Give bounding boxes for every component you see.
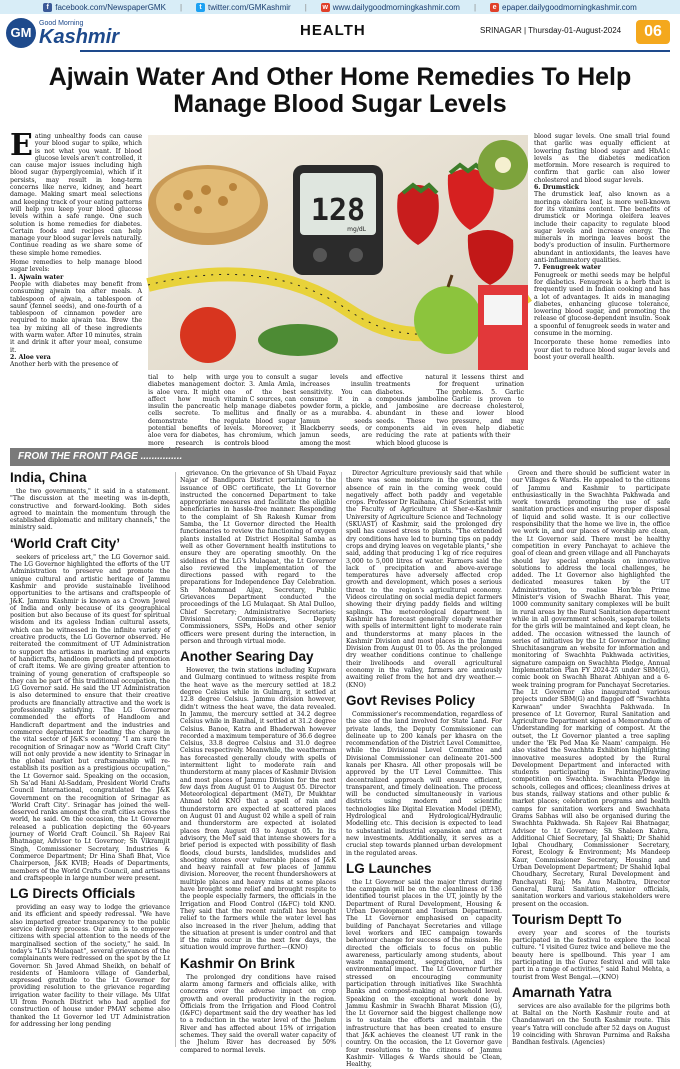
epaper-text: epaper.dailygoodmorningkashmir.com	[502, 2, 637, 12]
article-body-tourism: every year and scores of the tourists participated in the festival to explore the local culture. "I visited Gurez twice and believe me the beauty here is spellbound. This year I am participating in the Gurez festival and will take part in a range of activities," said Rahul Mehta, a tourist from West Bengal.—(KNO)	[512, 929, 670, 981]
logo-mark: GM	[6, 18, 36, 48]
epaper-link[interactable]	[490, 3, 637, 12]
column-divider	[175, 472, 176, 1047]
dateline: SRINAGAR | Thursday-01-August-2024	[480, 26, 622, 35]
page-number: 06	[636, 20, 670, 44]
drop-cap: E	[10, 128, 33, 163]
intro-row-col-3: sugar levels and increases insulin sensitivity. You can consume it in a powder form, a pickle, or as a murabba. 4. Jamun seeds Blackberry seeds, or jamun seeds, are among the most	[300, 374, 372, 447]
article-body-lg: providing an easy way to lodge the grievance and its efficient and speedy redressal. "We have also imparted greater transparency to the public service delivery process. Our aim is to empower citizens with special attention to the needs of the marginalised section of the society," he said. In today's "LG's Mulaqaat", several grievances of the complainants were redressed on the spot by the Lt Governor. Sh Javed Ahmad Sheikh, on behalf of residents of Hamloora village of Ganderbal, expressed gratitude to the Lt Governor for providing resolution to the grievance regarding irrigation water facility to their village. Ms Ulfat Ul from Poonch District who had applied for construction of house under PMAY scheme also thanked the Lt Governor led UT Administration for addressing her long pending	[10, 904, 170, 1028]
article-body-launch-cont: Green and there should be sufficient water in our Villages & Wards. He appealed to the citizens of Jammu and Kashmir to participate enthusiastically in the Swachhta Pakhwada and work towards promoting the use of safe sanitation practices and ensuring proper disposal of liquid and solid waste. It is our collective responsibility that the home we live in, the office we work in, and our places of worship are clean, the Lt Governor said. There must be healthy competition in every Panchayat to achieve the goal of clean and green village and all Panchayats should lay special emphasis on innovative solutions to address the local challenges, he added. The Lt Governor also highlighted the dedicated measures taken by the UT Administration, to realise Hon'ble Prime Minister's vision of Swachh Bharat. This year, 1000 community sanitary complexes will be built in rural areas by the Rural Sanitation department while in all government schools, separate toilets for the girls will be maintained and kept clean, he added. The occasion witnessed the launch of series of initiatives by the Lt Governor including Shuchitasangram an website for information and monitoring of Swachhta Pakhwada activities, signature campaign on Swachhta Pledge, Annual Implementation Plan FY 2024-25 under SBM(G), comic book on Swachh Bharat Abhiyan and a 6-week training program for Panchayat Secretaries. The Lt Governor also inaugurated various projects under SBM(G) and flagged off "Swachhta Karwaan" under Swachhta Pakhwada. In presence of Lt Governor, Rural Sanitation and Agriculture Department signed a Memorandum of Understanding for marking of compost. At the outset, the Lt Governor planted a tree sapling under the 'Ek Ped Maa Ke Naam' campaign. He also visited the Swachhta Exhibition highlighting innovative measures adopted by the Rural Development Department and interacted with students participating in Painting/Drawing competition on Swachhta. Swachhta Pledge in schools, colleges and offices; cleanliness drives at bus stands, railway stations and other public & market places; celebration programs and health camps for sanitation workers and Swachhata Grams Sabhas will also be organised during the Swachhta Pakhwada. Sh Rajeev Rai Bhatnagar, Advisor to Lt Governor; Sh Shaleen Kabra, Additional Chief Secretary, Jal Shakti; Dr Shahid Iqbal Choudhary, Commissioner Secretary, Forest, Ecology & Environment; Ms Mandeep Kaur, Commissioner Secretary, Housing and Urban Development Department; Dr Shahid Iqbal Choudhary, Secretary, Rural Development and Panchayati Raj; Ms Anu Malhotra, Director General, Rural Sanitation, senior officials, sanitation workers and various stakeholders were present on the occasion.	[512, 470, 670, 908]
facebook-text: facebook.com/NewspaperGMK	[55, 2, 166, 12]
logo-big-text: Kashmir	[39, 25, 120, 48]
intro-row-col-4: effective natural treatments for diabetes. The compounds jamboline and jambosine are abundant in these seeds. These two components aid in reducing the rate at which blood glucose is	[376, 374, 448, 447]
article-title-craft: ‘World Craft City’	[10, 535, 121, 551]
social-bar: f facebook.com/NewspaperGMK | t twitter.com/GMKashmir | w www.dailygoodmorningkashmir.com | e epaper.dailygoodmorningkashmir.com	[0, 0, 680, 14]
intro-text: ating unhealthy foods can cause your blood sugar to spike, which is not what you want. If blood glucose levels aren't controlled, it can cause major issues including high blood sugar (hyperglycemia), which if it persists, may result in long-term concerns like nerve, kidney, and heart damage. Making smart meal selections and keeping track of your eating patterns will help you keep your blood glucose levels within a safe range. One such solution is home remedies for diabetes. Certain foods and recipes can help manage your blood sugar levels naturally. Continue reading as we share some of these simple home remedies.	[10, 133, 142, 257]
facebook-icon: f	[43, 3, 52, 12]
twitter-text: twitter.com/GMKashmir	[208, 2, 291, 12]
glucometer-reading: 128	[310, 193, 366, 228]
garlic-text: blood sugar levels. One small trial found that garlic was equally efficient at lowering fasting blood sugar and HbA1c levels as the diabetes medication metformin. More research is required to confirm that garlic can also lower cholesterol and blood sugar levels.	[534, 133, 670, 184]
fenugreek-subhead: 7. Fenugreek water	[534, 264, 601, 272]
article-body-china: the two governments," it said in a statement. "The discussion at the meeting was in-depth, constructive and forward-looking. Both sides agreed to maintain the momentum through the established diplomatic and military channels," the ministry said.	[10, 488, 170, 532]
logo-small-text: Good Morning	[39, 19, 84, 27]
column-1	[10, 466, 170, 1051]
article-body-craft: seekers of priceless art," the LG Governor said. The LG Governor highlighted the efforts of the UT Administration to preserve and promote the unique cultural and artistic heritage of Jammu Kashmir and provide sustainable livelihood opportunities to the artisans and craftspeople of J&K. Jammu Kashmir is known as a Crown Jewel of India and only because of its geographical position but also because of its quest for spiritual wisdom and its ageless Indian cultural assets, which can be witnessed in the infinite variety of creative products, the LG Governor observed. He reiterated the commitment of UT Administration to support the artisans in marketing and exports of handicrafts, handloom products and promotion of craft items. We are giving greater attention to training of young generation of craftspeople so they can be part of this traditional occupation, the LG Governor said. He said the UT Administration is also determined to ensure that their creative products are financially attractive and the work is professionally satisfying. The LG Governor commended the efforts of Handloom and Handicraft department and the industries and commerce department for leading the charge in the vital sector of J&K's economy. "I am sure the recognition of Srinagar now as "World Craft City" will not only provide a new identity to Srinagar in the global market but craftsmanship will re-establish its position as a prestigious occupation," the Lt Governor said. Speaking on the occasion, Sh Sa'ad Hani Al-Saddam, President World Crafts Council International, congratulated the J&K Government on the recognition of Srinagar as 'World Craft City'. Srinagar has joined the well-deserved ranks amongst the craft cities across the world, he said. On the occasion, the Lt Governor released a publication depicting the 60-years journey of World Craft Council. Sh Rajeev Rai Bhatnagar, Advisor to Lt Governor; Sh Vikramjit Singh, Commissioner Secretary, Industries & Commerce Department; Dr Hina Shafi Bhat, Vice Chairperson, J&K KVIB; Heads of Departments, members of the World Crafts Council, and artisans and craftspeople in large number were present.	[10, 553, 170, 882]
aloe-text: Another herb with the presence of	[10, 361, 119, 369]
ajwain-subhead: 1. Ajwain water	[10, 273, 64, 281]
hero-photo	[148, 135, 528, 370]
column-2	[180, 470, 336, 1054]
aloe-subhead: 2. Aloe vera	[10, 353, 51, 361]
column-3	[346, 470, 502, 1069]
masthead	[0, 14, 680, 58]
intro-column-right	[534, 133, 670, 443]
article-body-lg-cont: grievance. On the grievance of Sh Ubaid Fayaz Najar of Bandipora District pertaining to the issuance of OBC certificate, the Lt Governor instructed the concerned Department to take appropriate measures and facilitate the eligible beneficiaries in hassle-free manner. Responding to the complaint of Sh Rakesh Kumar from Samba, the Lt Governor directed the Health functionaries to review the functioning of oxygen plants installed at District Hospital Samba as well as other Government health institutions to ensure they are operating smoothly. On the sidelines of the LG's Mulaqaat, the Lt Governor also reviewed the implementation of the directions passed with regard to the preparations for Independence Day Celebration. Sh Mohammad Aijaz, Secretary, Public Grievances Department conducted the proceedings of the LG Mulaqaat. Sh Atal Dulloo, Chief Secretary; Administrative Secretaries; Divisional Commissioners, Deputy Commissioners, SSPs, HoDs and other senior officers were present during the interaction, in person and through virtual mode.	[180, 470, 336, 645]
article-body-govt: Commissioner's recommendation, regardless of the size of the land involved for State Land. For private lands, the Deputy Commissioner can delineate up to 200 kanals per khasra on the recommendation of the District Level Committee, while the Divisional Level Committee and Divisional Commissioner can delineate 201-500 kanals per Khasra. All other proposals will be approved by the UT Level Committee. This decentralized approach will ensure efficient, transparent, and timely delineation. The process will be conducted simultaneously in various districts using modern and scientific technologies like Digital Elevation Model (DEM), Hydrological and Hydrological/Hydraulic Modelling etc. This decision is expected to lead to substantial industrial expansion and attract new investments. Additionally, it serves as a crucial step towards planned urban development in the regulated areas.	[346, 710, 502, 857]
intro-subhead: Home remedies to help manage blood sugar levels:	[10, 259, 142, 274]
article-title-lg: LG Directs Officials	[10, 886, 136, 902]
intro-column-1	[10, 128, 142, 433]
article-body-sear: However, the twin stations including Kupwara and Gulmarg continued to witness respite from the heat wave as the mercury settled at 18.2 degree Celsius while in Gulmarg, it settled at 12.8 degree Celsius. Jammu division however, didn't witness the heat wave, the data revealed. In Jammu, the mercury settled at 34.2 degree Celsius while in Banihal, it settled at 31.2 degree Celsius. Banoe, Katra and Bhaderwah however recorded a maximum temperature of 36.6 degree Celsius, 33.8 degree Celsius and 31.0 degree Celsius respectively. Meanwhile, the weatherman has forecasted generally cloudy with spells of intermittent light to moderate rain and thunderstorm at many places of Kashmir Division and most places of Jammu Division for the next few days from August 01 to August 05. Director Meteorological department (MeT), Dr Mukhtar Ahmad told KNO that a spell of rain and thunderstorm are expected at scattered places on August 01 and August 02 while a spell of rain and thunderstorm are expected at isolated places from August 03 to August 05. In its advisory, the MeT said that intense showers for a brief period is expected with possibility of flash floods, cloud bursts, landslides, mudslides and shooting stones over vulnerable places of J&K and heavy rainfall at few places of Jammu division. Moreover, the recent thundershowers at multiple places and heavy rains at some places have brought some relief and brought respite to the people especially farmers, the officials in the Irrigation and Flood Control (I&FC) told KNO. They said that the recent rainfall has brought relief to the farmers while the water level has also increased in the river Jhelum, adding that the situation at present is under control and that if the rains occur in the next few days, the situation would improve further.—(KNO)	[180, 667, 336, 952]
twitter-link[interactable]	[196, 3, 291, 12]
facebook-link[interactable]	[43, 3, 166, 12]
article-title-sear: Another Searing Day	[180, 649, 314, 665]
intro-row-col-2: urge you to consult a doctor. 3. Amla Amla, one of the best vitamin C sources, can help manage diabetes mellitus and finally regulate blood sugar levels. Moreover, it has chromium, which controls blood	[224, 374, 296, 447]
section-title: HEALTH	[300, 22, 366, 39]
front-page-banner: FROM THE FRONT PAGE ...............	[10, 448, 670, 466]
twitter-icon: t	[196, 3, 205, 12]
column-divider	[341, 472, 342, 1047]
website-text: www.dailygoodmorningkashmir.com	[332, 2, 460, 12]
article-title-govt: Govt Revises Policy	[346, 692, 476, 708]
article-title-brink: Kashmir On Brink	[180, 955, 295, 971]
article-title-tourism: Tourism Deptt To	[512, 911, 622, 927]
intro-row-col-5: it lessens thirst and frequent urination problems. 5. Garlic Garlic is proven to decrease cholesterol, and lower blood pressure, and may even help diabetic patients with their	[452, 374, 524, 440]
masthead-rule	[80, 50, 670, 52]
intro-row-col-1: tial to help with diabetes management is aloe vera. It might affect how much insulin the pancreatic cells secrete. To demonstrate the potential benefits of aloe vera for diabetes, more research is	[148, 374, 220, 447]
globe-icon: w	[322, 3, 328, 11]
article-title-launch: LG Launches	[346, 860, 432, 876]
column-divider	[507, 472, 508, 1047]
article-title-china: India, China	[10, 470, 87, 485]
article-body-brink: The prolonged dry conditions have raised alarm among farmers and officials alike, with concerns over the adverse impact on crop growth and overall productivity in the region. Officials from the Irrigation and Flood Control (I&FC) department said the dry weather has led to a reduction in the water level of the Jhelum River and has affected about 15% of irrigation schemes. They said the overall water capacity of the Jhelum River has decreased by 50% compared to normal levels.	[180, 973, 336, 1054]
drumstick-text: The drumstick leaf, also known as a moringa oleifera leaf, is more well-known for its vitamins content. The benefits of drumstick or Moringa oleifera leaves include their capacity to regulate blood sugar levels and increase energy. The minerals in moringa leaves boost the body's production of insulin. Furthermore abundant in antioxidants, the leaves have anti-inflammatory qualities.	[534, 191, 670, 265]
article-body-brink-cont: Director Agriculture previously said that while there was some moisture in the ground, the absence of rain in the coming week could negatively affect both paddy and vegetable crops. Professor Dr Raihana, Chief Scientist with the Faculty of Agriculture at Sher-e-Kashmir University of Agriculture Science and Technology (SKUAST) of Kashmir, said the prolonged dry spell has caused stress to plants. "The extended dry conditions have led to burning tips on paddy crops and drying leaves on vegetable plants," she said, adding that producing 1 kg of rice requires 3,000 to 5,000 litres of water. Farmers said the lack of precipitation and above-average temperatures have adversely affected crop growth and development, which poses a serious threat to the region's agricultural economy. Videos circulating on social media depict farmers showing their drying paddy fields and wilting saplings. The meteorological department in Kashmir has forecast generally cloudy weather with spells of intermittent light to moderate rain and thunderstorms at many places in the Kashmir Division and most places in the Jammu Division from August 01 to 05. As the prolonged dry weather conditions continue to challenge their livelihoods and overall agricultural economy in the valley, farmers are anxiously awaiting relief from the hot and dry weather.—(KNO)	[346, 470, 502, 689]
fenugreek-text: Fenugreek or methi seeds may be helpful for diabetics. Fenugreek is a herb that is frequently used in Indian cooking and has a lot of advantages. It aids in managing diabetes, enhancing glucose tolerance, lowering blood sugar, and promoting the release of glucose-dependent insulin. Soak a spoonful of fenugreek seeds in water and consume in the morning.	[534, 271, 670, 338]
drumstick-subhead: 6. Drumstick	[534, 184, 580, 192]
column-4	[512, 470, 670, 1050]
epaper-icon: e	[490, 3, 499, 12]
article-body-yatra: services are also available for the pilgrims both at Baltal on the North Kashmir route and at Chandanwari on the South Kashmir route. This year's Yatra will conclude after 52 days on August 19 coinciding with Shravan Purnima and Raksha Bandhan festivals. (Agencies)	[512, 1002, 670, 1047]
article-body-launch: the Lt Governor said the major thrust during the campaign will be on the cleanliness of 136 identified tourist places in the UT, jointly by the Department of Rural Development, Housing & Urban Development and Tourism Department. The Lt Governor emphasised on capacity building of Panchayat Secretaries and village level workers and IEC campaign towards behaviour change for success of the mission. He directed the officials to focus on public awareness, particularly among students, about waste management, segregation, and its environmental impact. The Lt Governor further stressed on encouraging community participation through initiatives like Swachhta Banks and compost-making at household level. Speaking on the exceptional work done by Jammu Kashmir in Swachh Bharat Mission (G), the Lt Governor said the biggest challenge now is to sustain the efforts and maintain the infrastructure that has been created to ensure that J&K achieves the cleanest UT rank in the country. On the occasion, the Lt Governor gave four resolutions to the citizens of Jammu Kashmir- Villages & Wards should be Clean, Healthy,	[346, 878, 502, 1069]
page-headline: Ajwain Water And Other Home Remedies To Help Manage Blood Sugar Levels	[48, 63, 632, 118]
logo	[6, 18, 119, 48]
website-link[interactable]	[321, 3, 460, 12]
glucometer-fruit-illustration	[148, 135, 528, 370]
ajwain-text: People with diabetes may benefit from consuming ajwain tea after meals. A tablespoon of ajwain, a tablespoon of saunf (fennel seeds), and one-fourth of a tablespoon of cinnamon powder are required to make ajwain tea. Brew the tea by mixing all of these ingredients with warm water. After 10 minutes, strain it and drink it after your meal, consume it.	[10, 280, 142, 354]
conclusion-text: Incorporate these home remedies into your diet to reduce blood sugar levels and boost your overall health.	[534, 339, 670, 361]
glucometer-unit: mg/dL	[347, 226, 366, 233]
article-title-yatra: Amarnath Yatra	[512, 984, 612, 1000]
